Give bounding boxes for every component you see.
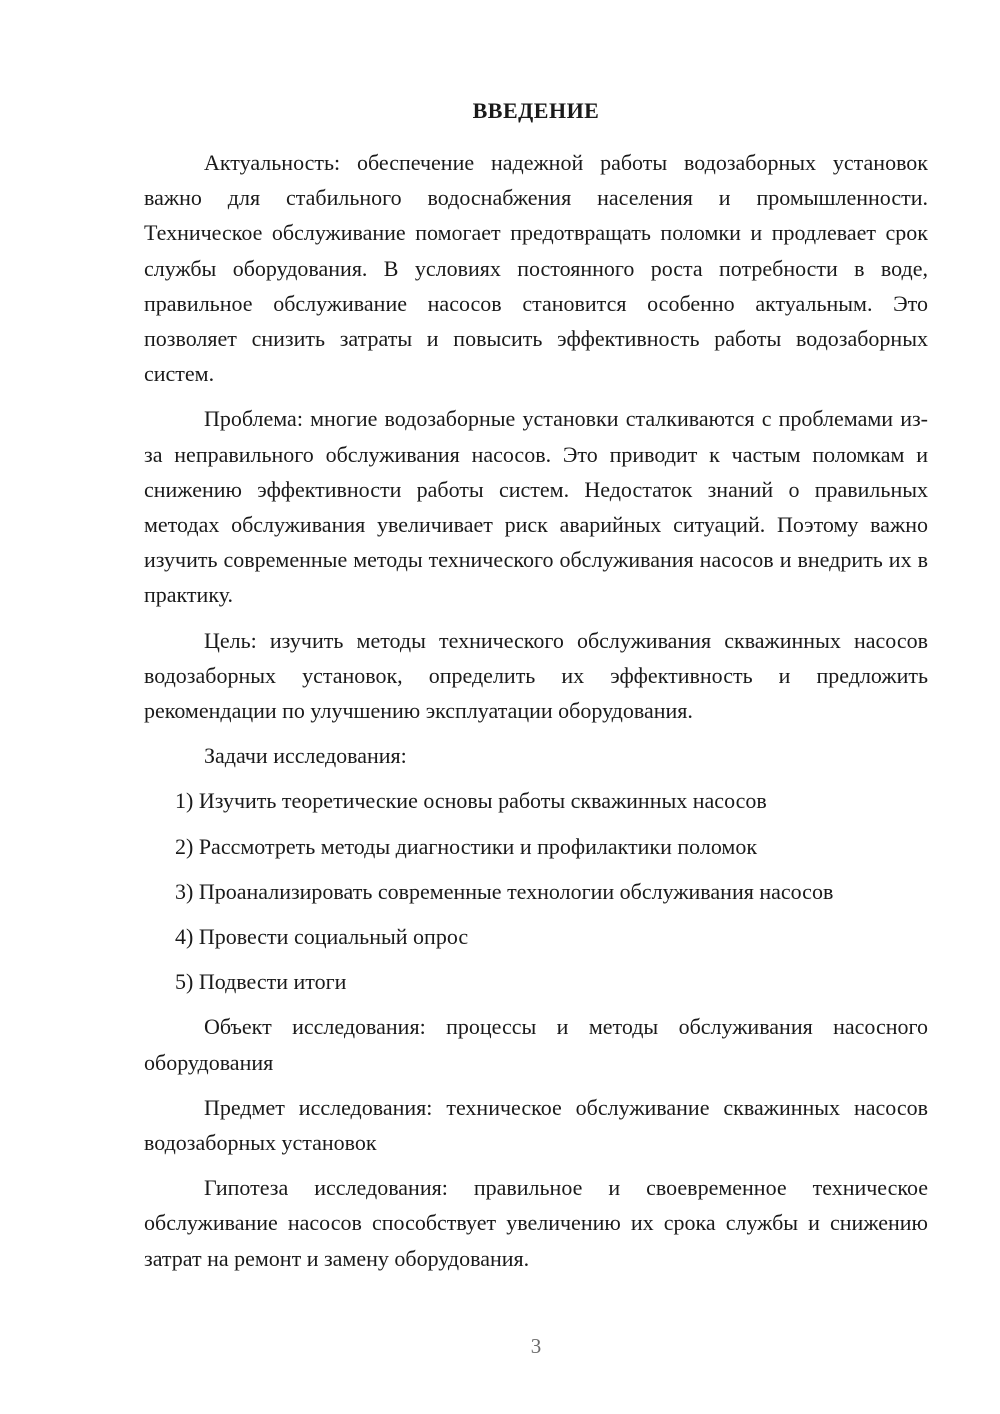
paragraph-object: Объект исследования: процессы и методы обслуживания насосного оборудования — [144, 1014, 928, 1075]
list-item: 4) Провести социальный опрос — [175, 924, 469, 950]
list-item: 1) Изучить теоретические основы работы скважинных насосов — [175, 788, 767, 814]
paragraph-problem: Проблема: многие водозаборные установки сталкиваются с проблемами из-за неправильного обслуживания насосов. Это приводит к частым поломкам и снижению эффективности работы систем. Недостаток знаний о правильных методах обслуживания увеличивает риск аварийных ситуаций. Поэтому важно изучить современные методы технического обслуживания насосов и внедрить их в практику. — [144, 406, 928, 608]
paragraph-goal: Цель: изучить методы технического обслуживания скважинных насосов водозаборных установок, определить их эффективность и предложить рекомендации по улучшению эксплуатации оборудования. — [144, 627, 928, 724]
paragraph-subject: Предмет исследования: техническое обслуживание скважинных насосов водозаборных установок — [144, 1094, 928, 1156]
paragraph-hypothesis: Гипотеза исследования: правильное и своевременное техническое обслуживание насосов способствует увеличению их срока службы и снижению затрат на ремонт и замену оборудования. — [144, 1175, 928, 1271]
list-item: 5) Подвести итоги — [175, 969, 347, 995]
list-item: 2) Рассмотреть методы диагностики и профилактики поломок — [175, 833, 758, 859]
paragraph-relevance: Актуальность: обеспечение надежной работы водозаборных установок важно для стабильного водоснабжения населения и промышленности. Техническое обслуживание помогает предотвращать поломки и продлевает срок службы оборудования. В условиях постоянного роста потребности в воде, правильное обслуживание насосов становится особенно актуальным. Это позволяет снизить затраты и повысить эффективность работы водозаборных систем. — [144, 150, 928, 387]
list-item: 3) Проанализировать современные технологии обслуживания насосов — [175, 878, 834, 904]
page-number: 3 — [530, 1334, 542, 1358]
task-list — [144, 783, 928, 999]
page-title: ВВЕДЕНИЕ — [472, 98, 600, 123]
tasks-title: Задачи исследования: — [204, 743, 407, 769]
page-content — [144, 96, 928, 1286]
